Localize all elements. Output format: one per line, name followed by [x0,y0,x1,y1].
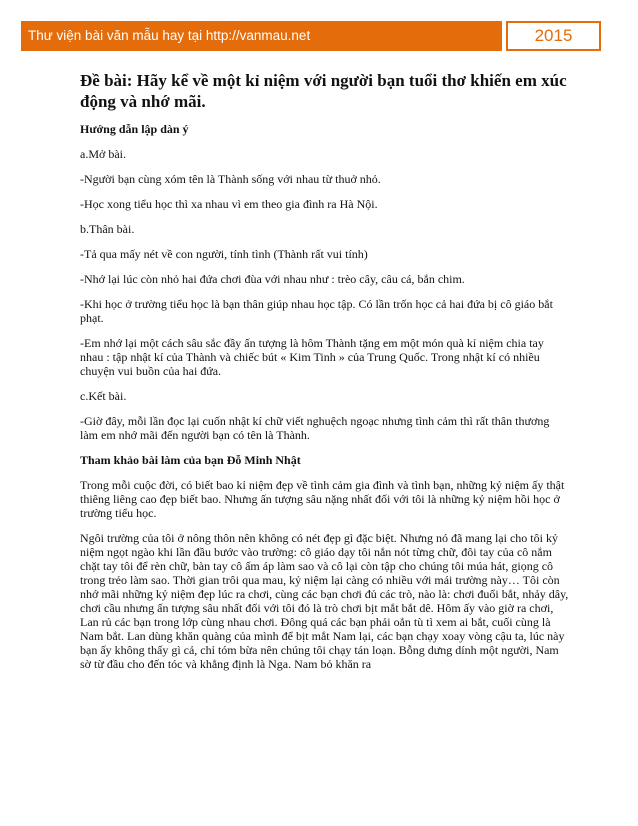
outline-item: -Giờ đây, mỗi lần đọc lại cuốn nhật kí chữ viết nghuệch ngoạc nhưng tình cảm thì rất thân thương làm em nhớ mãi đến người bạn có tên là Thành. [80,414,550,442]
outline-item: -Người bạn cùng xóm tên là Thành sống với nhau từ thuở nhỏ. [80,172,381,186]
outline-item: -Em nhớ lại một cách sâu sắc đầy ấn tượng là hôm Thành tặng em một món quà kỉ niệm chia tay nhau : tập nhật kí của Thành và chiếc bút « Kim Tinh » của Trung Quốc. Trong nhật kí có nhiều chuyện vui buồn của hai đứa. [80,336,544,378]
outline-heading: Hướng dẫn lập dàn ý [80,122,189,136]
document-body [80,70,570,671]
essay-paragraph: Ngôi trường của tôi ở nông thôn nên không có nét đẹp gì đặc biệt. Nhưng nó đã mang lại cho tôi kỷ niệm ngọt ngào khi lần đầu bước vào trường: cô giáo dạy tôi nắn nót từng chữ, đôi tay của cô nắm chặt tay tôi để rèn chữ, bàn tay cô ấm áp làm sao và cô lại còn tập cho chúng tôi múa hát, giọng cô trong trẻo làm sao. Thời gian trôi qua mau, kỷ niệm lại càng có nhiều với mái trường này… Tôi còn nhớ mãi những kỷ niệm đẹp lúc ra chơi, cùng các bạn chơi đủ các trò, nào là: chơi đuổi bắt, nhảy dây, chơi cầu nhưng ấn tượng sâu nhất đối với tôi đó là trò chơi bịt mắt bắt dê. Hôm ấy vào giờ ra chơi, Lan rủ các bạn trong lớp cùng nhau chơi. Đông quá các bạn phải oẳn tù tì xem ai bắt, cuối cùng là Nam bắt. Lan dùng khăn quàng của mình để bịt mắt Nam lại, các bạn chạy xoay vòng cậu ta, lúc này bạn ấy không thấy gì cả, chỉ tóm bừa nên chúng tôi chạy tán loạn. Bỗng dưng dính một người, Nam sờ từ đầu cho đến tóc và khẳng định là Nga. Nam bỏ khăn ra [80,531,569,671]
outline-item: b.Thân bài. [80,222,135,236]
header-title: Thư viện bài văn mẫu hay tại http://vanmau.net [21,21,502,51]
essay-heading: Tham khảo bài làm của bạn Đỗ Minh Nhật [80,453,301,467]
outline-item: -Học xong tiểu học thì xa nhau vì em theo gia đình ra Hà Nội. [80,197,378,211]
outline-item: c.Kết bài. [80,389,127,403]
outline-item: -Khi học ở trường tiểu học là bạn thân giúp nhau học tập. Có lần trốn học cả hai đứa bị cô giáo bắt phạt. [80,297,553,325]
essay-paragraph: Trong mỗi cuộc đời, có biết bao kỉ niệm đẹp về tình cảm gia đình và tình bạn, những kỷ niệm ấy thật thiêng liêng cao đẹp biết bao. Nhưng ấn tượng sâu nặng nhất đối với tôi là những kỷ niệm hồi học ở trường tiểu học. [80,478,565,520]
outline-item: -Tả qua mấy nét về con người, tính tình (Thành rất vui tính) [80,247,368,261]
page-header [21,21,601,51]
outline-item: a.Mở bài. [80,147,127,161]
outline-item: -Nhớ lại lúc còn nhỏ hai đứa chơi đùa với nhau như : trèo cây, câu cá, bắn chim. [80,272,465,286]
header-year: 2015 [506,21,601,51]
document-title: Đề bài: Hãy kể về một kỉ niệm với người bạn tuổi thơ khiến em xúc động và nhớ mãi. [80,71,567,111]
essay-body [80,478,570,671]
outline-list [80,147,570,442]
